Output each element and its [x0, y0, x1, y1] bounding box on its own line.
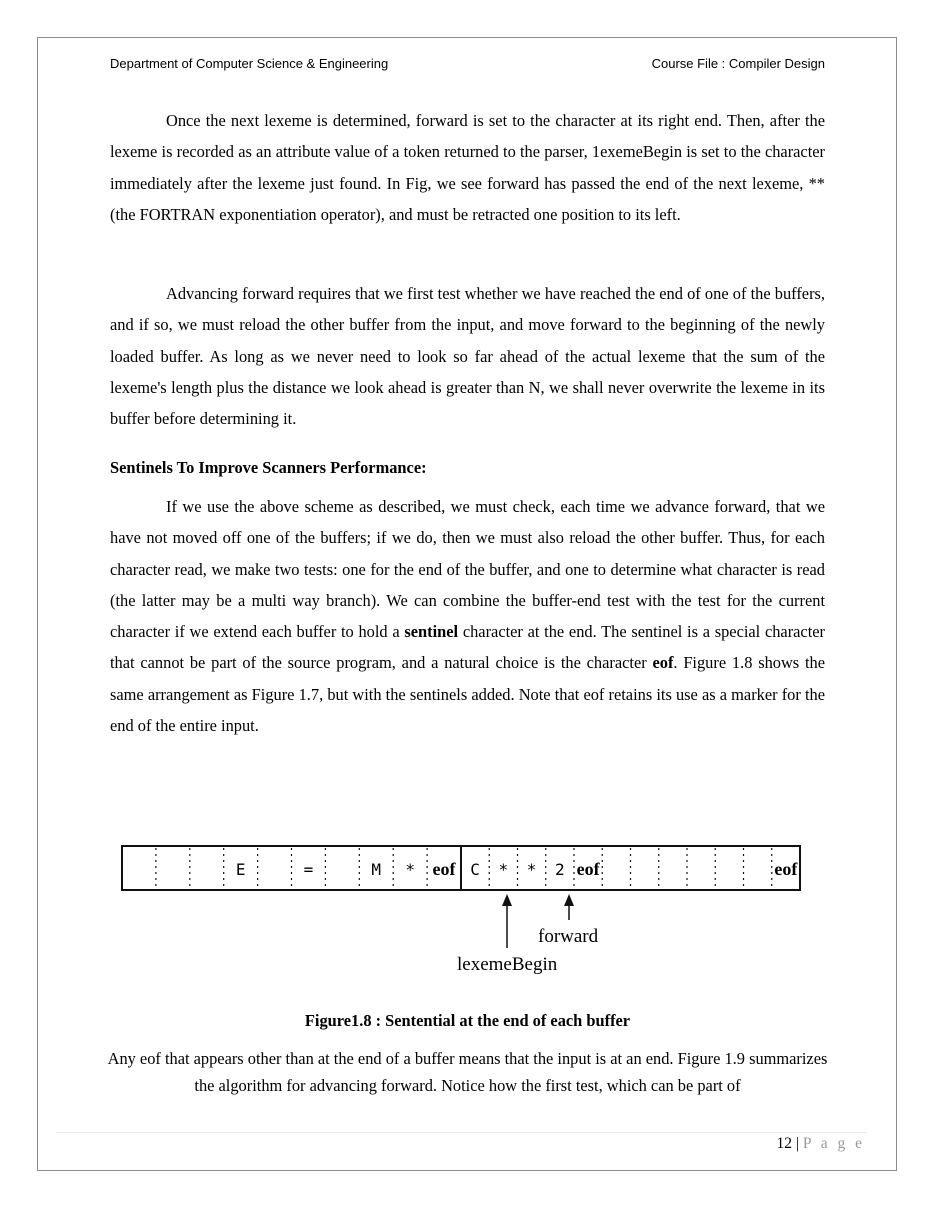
cell-char: * [526, 860, 537, 879]
cell-char: M [371, 860, 382, 879]
buffer-diagram [118, 838, 808, 978]
cell-char: * [405, 860, 415, 879]
lexeme-begin-arrow-head [502, 894, 512, 906]
paragraph-sentinels [110, 491, 825, 741]
page-separator: | [795, 1135, 799, 1152]
cell-eof-sentinel: eof [774, 859, 798, 879]
figure-caption: Figure1.8 : Sentential at the end of each buffer [304, 1011, 631, 1030]
cell-char: C [470, 860, 480, 879]
buffer-figure [118, 838, 808, 983]
cell-eof-sentinel: eof [432, 859, 456, 879]
page-footer [776, 1135, 865, 1153]
forward-arrow-head [564, 894, 574, 906]
cell-char: 2 [555, 860, 565, 879]
paragraph-text: Once the next lexeme is determined, forward is set to the character at its right end. Then, after the lexeme is recorded as an attribute value of a token returned to the parser, 1exemeBegin is set to the character immediately after the lexeme just found. In Fig, we see forward has passed the end of the next lexeme, ** (the FORTRAN exponentiation operator), and must be retracted one position to its left. [110, 111, 825, 224]
bold-term-eof: eof [652, 653, 674, 673]
text-run: If we use the above scheme as described, we must check, each time we advance forward, that we have not moved off one of the buffers; if we do, then we must also reload the other buffer. Thus, for each character read, we make two tests: one for the end of the buffer, and one to determine what character is read (the latter may be a multi way branch). We can combine the buffer-end test with the test for the current character if we extend each buffer to hold a [110, 497, 825, 642]
cell-eof-sentinel: eof [576, 859, 600, 879]
header-course: Course File : Compiler Design [651, 56, 825, 71]
paragraph-text: Any eof that appears other than at the end of a buffer means that the input is at an end. Figure 1.9 summarizes the algorithm for advancing forward. Notice how the first test, which can be part of [107, 1049, 828, 1095]
page-number: 12 [776, 1135, 792, 1152]
cell-char: * [498, 860, 509, 879]
cell-char: E [235, 860, 246, 879]
paragraph-forward-set [110, 105, 825, 230]
paragraph-text: Advancing forward requires that we first test whether we have reached the end of one of the buffers, and if so, we must reload the other buffer from the input, and move forward to the beginning of the newly loaded buffer. As long as we never need to look so far ahead of the actual lexeme that the sum of the lexeme's length plus the distance we look ahead is greater than N, we shall never overwrite the lexeme in its buffer before determining it. [110, 284, 825, 429]
paragraph-any-eof [100, 1045, 835, 1099]
paragraph-text [110, 491, 825, 741]
forward-label: forward [538, 926, 599, 947]
header-department: Department of Computer Science & Engineering [110, 56, 389, 71]
paragraph-advancing-forward [110, 278, 825, 434]
footer-rule [56, 1132, 866, 1133]
text-run: character at the end. The sentinel is a special character that cannot be part of the source program, and a natural choice is the character [110, 622, 825, 673]
section-heading: Sentinels To Improve Scanners Performance: [110, 458, 427, 477]
lexeme-begin-label: lexemeBegin [457, 954, 558, 975]
text-run: . Figure 1.8 shows the same arrangement as Figure 1.7, but with the sentinels added. Note that eof retains its use as a marker for the end of the entire input. [110, 653, 825, 736]
cell-char: = [303, 860, 314, 879]
page-word: P a g e [802, 1135, 865, 1152]
bold-term-sentinel: sentinel [404, 622, 459, 642]
